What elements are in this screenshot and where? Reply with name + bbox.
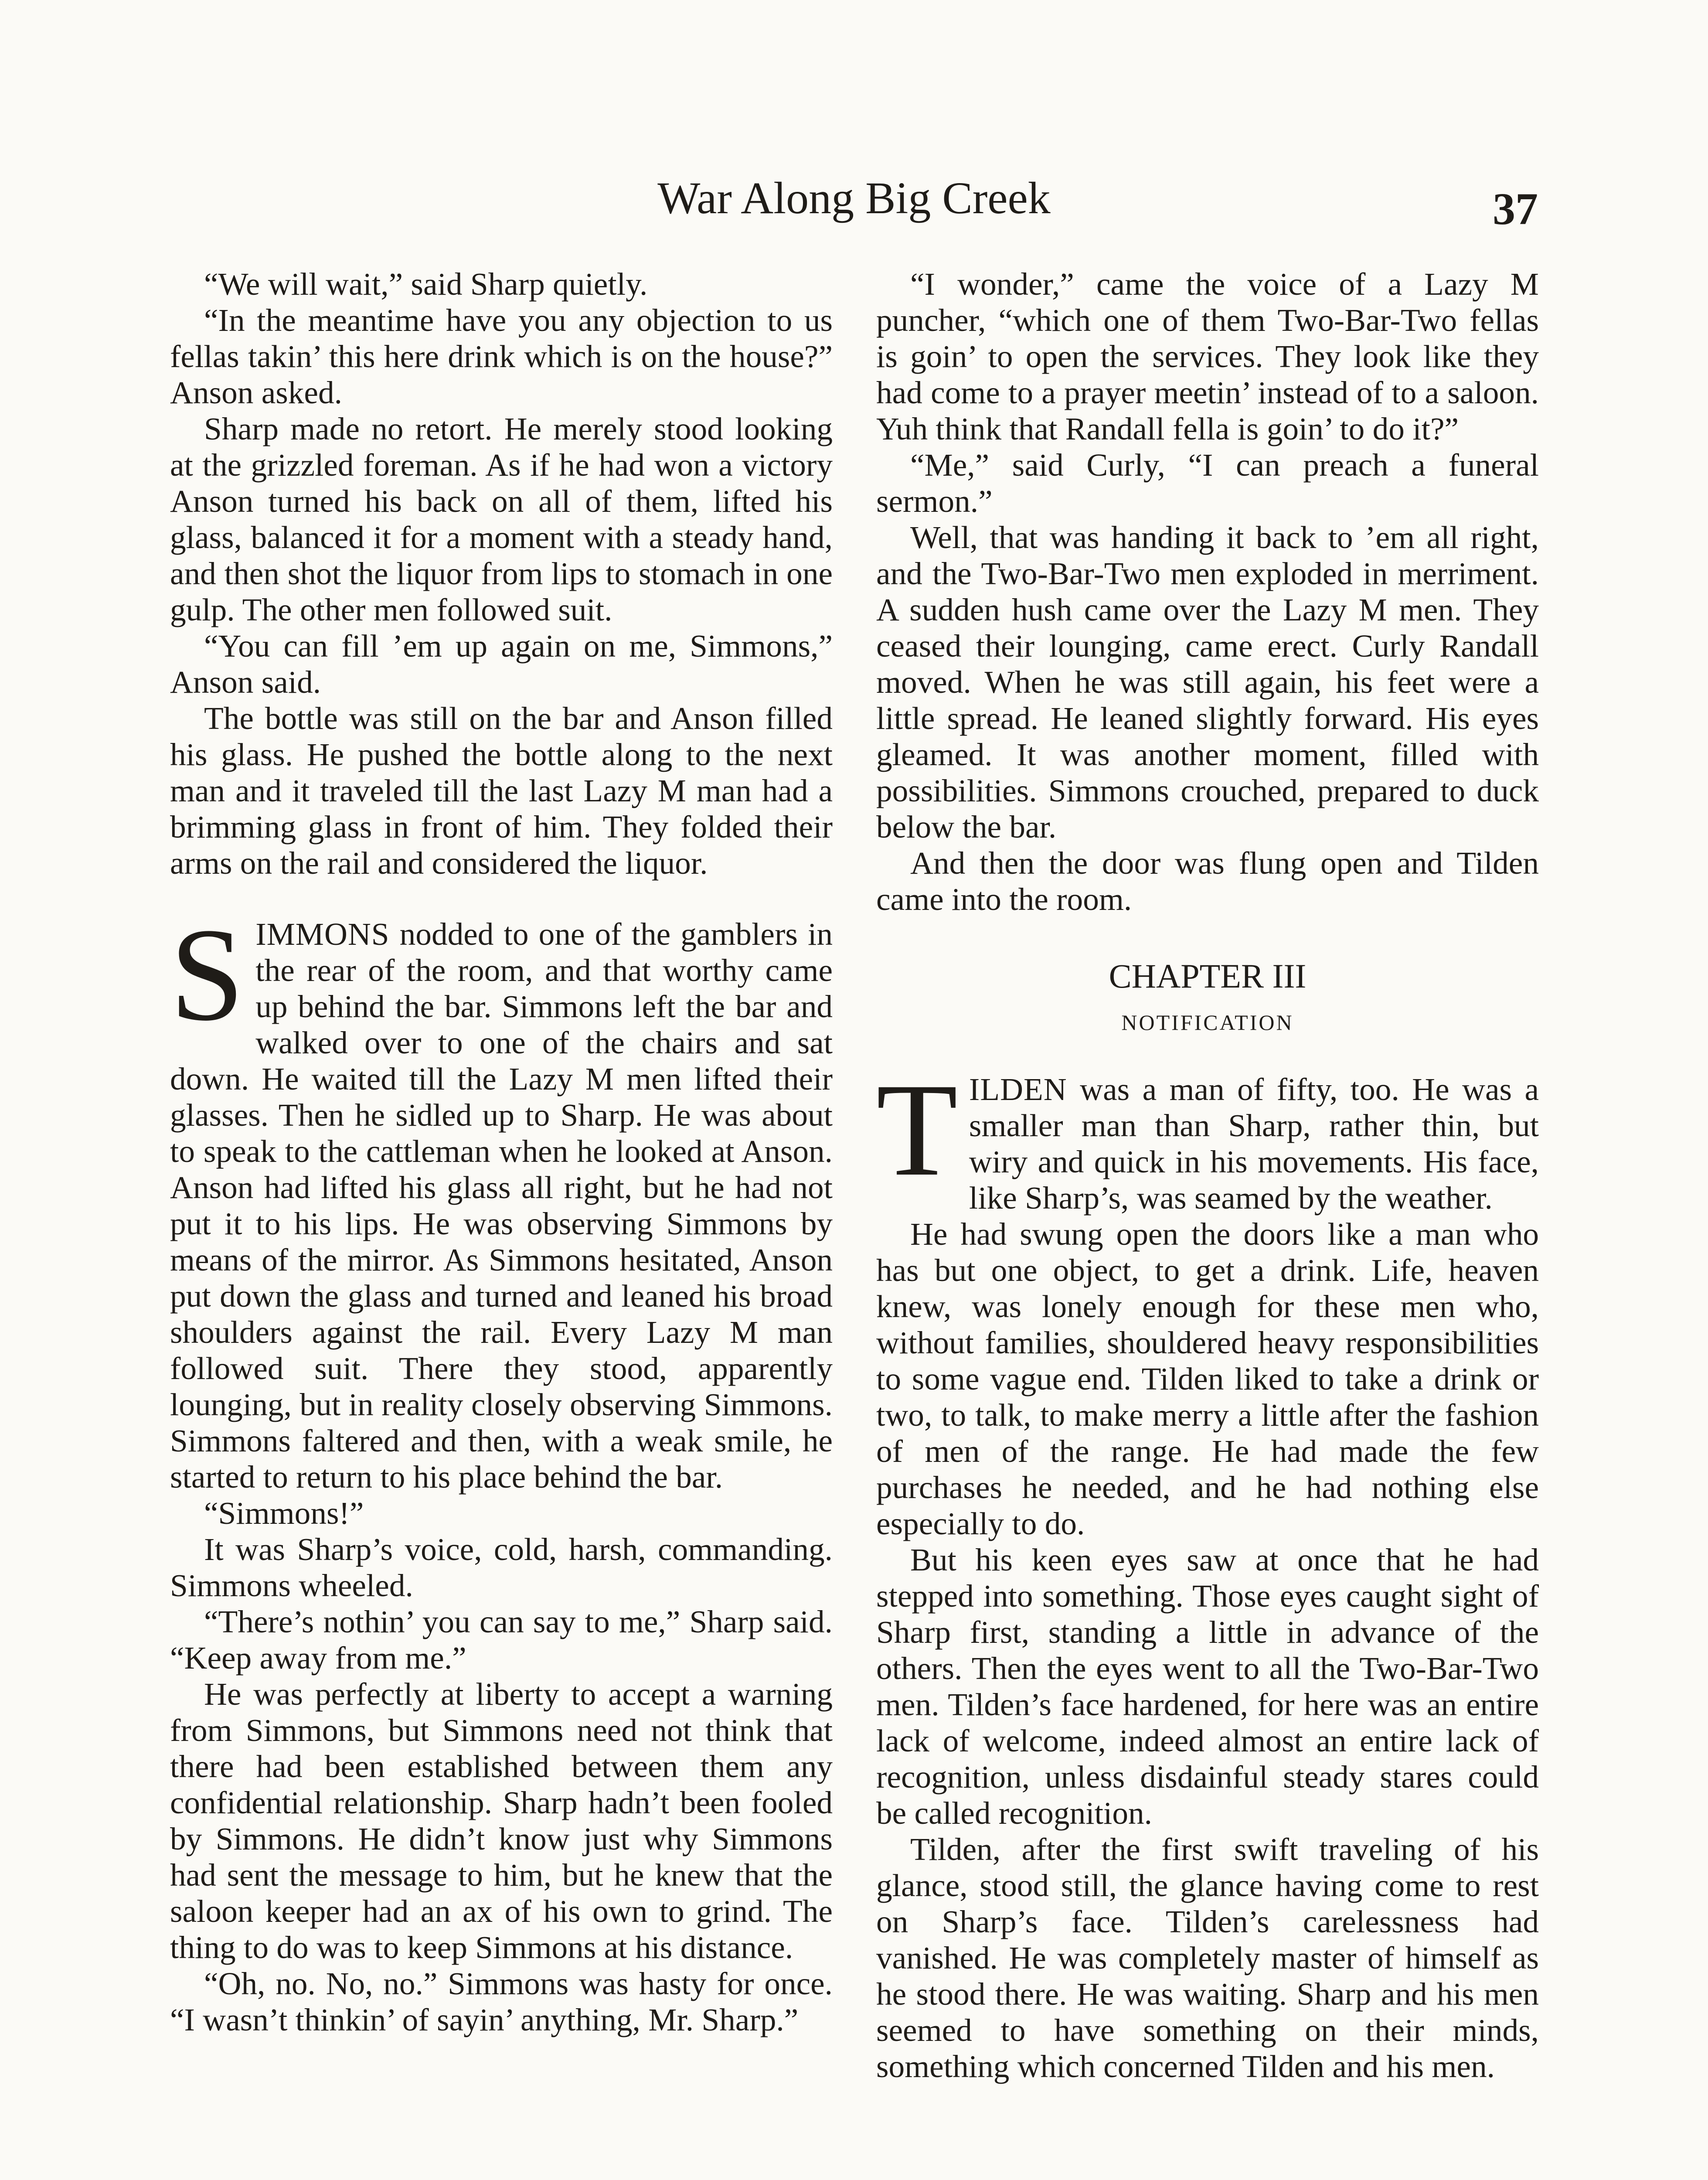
paragraph: “In the meantime have you any objection to us fellas takin’ this here drink which is on the house?” Anson asked.: [170, 303, 833, 410]
left-column: [170, 266, 833, 2038]
paragraph: Sharp made no retort. He merely stood looking at the grizzled foreman. As if he had won a victory Anson turned his back on all of them, lifted his glass, balanced it for a moment with a steady hand, and then shot the liquor from lips to stomach in one gulp. The other men followed suit.: [170, 411, 833, 627]
dropcap-paragraph-text: nodded to one of the gamblers in the rear of the room, and that worthy came up behind the bar. Simmons left the bar and walked over to one of the chairs and sat down. He waited till the Lazy M men lifted their glasses. Then he sidled up to Sharp. He was about to speak to the cattleman when he looked at Anson. Anson had lifted his glass all right, but he had not put it to his lips. He was observing Simmons by means of the mirror. As Simmons hesitated, Anson put down the glass and turned and leaned his broad shoulders against the rail. Every Lazy M man followed suit. There they stood, apparently lounging, but in reality closely observing Simmons. Simmons faltered and then, with a weak smile, he started to return to his place behind the bar.: [170, 916, 833, 1495]
drop-cap: T: [876, 1056, 958, 1204]
chapter-title: CHAPTER III: [1109, 957, 1307, 995]
paragraph: “You can fill ’em up again on me, Simmons,” Anson said.: [170, 628, 833, 700]
dropcap-paragraph: [170, 901, 833, 1495]
paragraph: Tilden, after the first swift traveling of his glance, stood still, the glance having come to rest on Sharp’s face. Tilden’s carelessness had vanished. He was completely master of himself as he stood there. He was waiting. Sharp and his men seemed to have something on their minds, something which concerned Tilden and his men.: [876, 1832, 1539, 2084]
paragraph: He was perfectly at liberty to accept a warning from Simmons, but Simmons need not think that there had been established between them any confidential relationship. Sharp hadn’t been fooled by Simmons. He didn’t know just why Simmons had sent the message to him, but he knew that the saloon keeper had an ax of his own to grind. The thing to do was to keep Simmons at his distance.: [170, 1676, 833, 1965]
paragraph: “Oh, no. No, no.” Simmons was hasty for once. “I wasn’t thinkin’ of sayin’ anything, Mr. Sharp.”: [170, 1966, 833, 2037]
paragraph: “I wonder,” came the voice of a Lazy M puncher, “which one of them Two-Bar-Two fellas is goin’ to open the services. They look like they had come to a prayer meetin’ instead of to a saloon. Yuh think that Randall fella is goin’ to do it?”: [876, 266, 1539, 446]
drop-cap: S: [170, 901, 245, 1049]
paragraph: The bottle was still on the bar and Anson filled his glass. He pushed the bottle along to the next man and it traveled till the last Lazy M man had a brimming glass in front of him. They folded their arms on the rail and considered the liquor.: [170, 701, 833, 881]
paragraph: It was Sharp’s voice, cold, harsh, commanding. Simmons wheeled.: [170, 1532, 833, 1603]
paragraph: But his keen eyes saw at once that he had stepped into something. Those eyes caught sight of Sharp first, standing a little in advance of the others. Then the eyes went to all the Two-Bar-Two men. Tilden’s face hardened, for here was an entire lack of welcome, indeed almost an entire lack of recognition, unless disdainful steady stares could be called recognition.: [876, 1542, 1539, 1831]
dropcap-word: IMMONS: [255, 916, 390, 952]
paragraph: “We will wait,” said Sharp quietly.: [204, 266, 648, 302]
paragraph: And then the door was flung open and Tilden came into the room.: [876, 845, 1539, 917]
running-head: War Along Big Creek: [657, 173, 1051, 223]
paragraph: “There’s nothin’ you can say to me,” Sharp said. “Keep away from me.”: [170, 1604, 833, 1676]
paragraph: He had swung open the doors like a man who has but one object, to get a drink. Life, heaven knew, was lonely enough for these men who, without families, shouldered heavy responsibilities to some vague end. Tilden liked to take a drink or two, to talk, to make merry a little after the fashion of men of the range. He had made the few purchases he needed, and he had nothing else especially to do.: [876, 1216, 1539, 1541]
page-number: 37: [1493, 184, 1538, 234]
chapter-subtitle: NOTIFICATION: [1121, 1010, 1294, 1035]
dropcap-word: ILDEN: [969, 1072, 1067, 1107]
paragraph: “Me,” said Curly, “I can preach a funeral sermon.”: [876, 447, 1539, 519]
dropcap-paragraph-text: was a man of fifty, too. He was a smaller man than Sharp, rather thin, but wiry and quick in his movements. His face, like Sharp’s, was seamed by the weather.: [969, 1072, 1539, 1216]
dropcap-paragraph: [876, 1056, 1539, 1216]
paragraph: Well, that was handing it back to ’em all right, and the Two-Bar-Two men exploded in merriment. A sudden hush came over the Lazy M men. They ceased their lounging, came erect. Curly Randall moved. When he was still again, his feet were a little spread. He leaned slightly forward. His eyes gleamed. It was another moment, filled with possibilities. Simmons crouched, prepared to duck below the bar.: [876, 520, 1539, 845]
right-column: [876, 266, 1539, 2085]
paragraph: “Simmons!”: [204, 1495, 364, 1531]
